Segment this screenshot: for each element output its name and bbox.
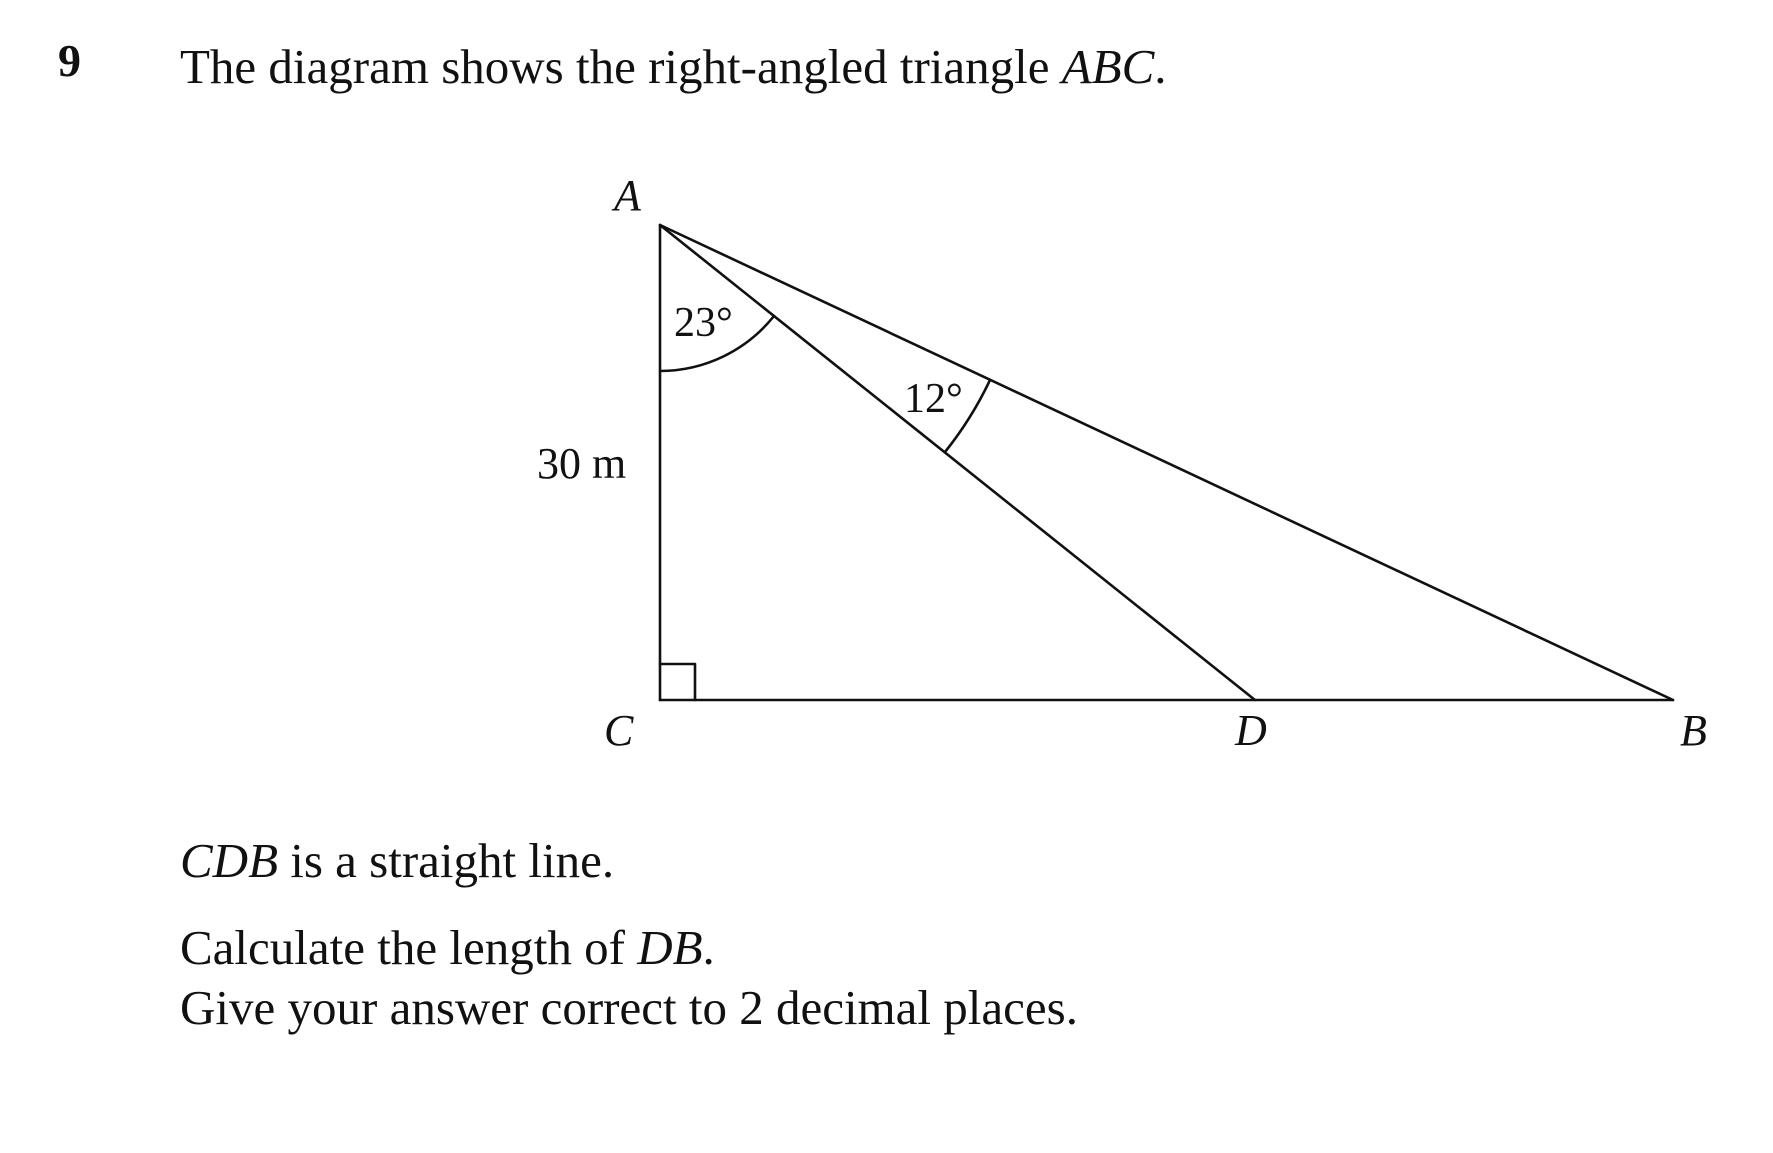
statement-line bbox=[180, 833, 615, 888]
task-end: . bbox=[702, 920, 715, 975]
right-angle-marker bbox=[660, 664, 695, 700]
vertex-label-b: B bbox=[1680, 706, 1707, 755]
vertex-label-d: D bbox=[1235, 706, 1267, 755]
task-line bbox=[180, 920, 715, 975]
question-number: 9 bbox=[58, 35, 81, 86]
intro-text: The diagram shows the right-angled triangle bbox=[180, 39, 1062, 94]
instruction-line: Give your answer correct to 2 decimal places. bbox=[180, 980, 1078, 1035]
triangle-name: ABC bbox=[1061, 39, 1155, 94]
statement-text: is a straight line. bbox=[278, 833, 615, 888]
intro-end: . bbox=[1154, 39, 1167, 94]
side-length-ac: 30 m bbox=[537, 439, 627, 488]
task-text: Calculate the length of bbox=[180, 920, 638, 975]
segment-name: DB bbox=[637, 920, 703, 975]
vertex-label-c: C bbox=[604, 706, 634, 755]
angle-label-dab: 12° bbox=[904, 376, 963, 422]
line-name: CDB bbox=[180, 833, 278, 888]
angle-label-cad: 23° bbox=[674, 300, 733, 346]
vertex-label-a: A bbox=[614, 171, 641, 220]
